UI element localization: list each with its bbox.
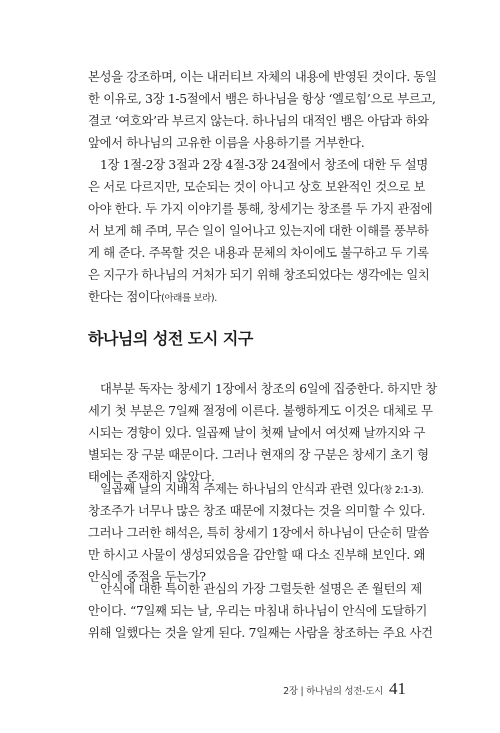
section-heading: 하나님의 성전 도시 지구	[88, 329, 253, 348]
text-line: 안식에 대한 특이한 관심의 가장 그럴듯한 설명은 존 월턴의 제	[100, 582, 422, 596]
text-line: 결코 ‘여호와’라 부르지 않는다. 하나님의 대적인 뱀은 아담과 하와	[88, 114, 429, 128]
text-line: 게 해 준다. 주목할 것은 내용과 문체의 차이에도 불구하고 두 기록	[88, 246, 429, 260]
text-line-main: 일곱째 날의 지배적 주제는 하나님의 안식과 관련 있다	[100, 482, 380, 496]
text-line: 앞에서 하나님의 고유한 이름을 사용하기를 거부한다.	[88, 136, 365, 150]
text-line	[88, 478, 424, 500]
text-line: 한 이유로, 3장 1-5절에서 뱀은 하나님을 항상 ‘엘로힘’으로 부르고,	[88, 92, 436, 106]
text-line: 별되는 장 구분 때문이다. 그러나 현재의 장 구분은 창세기 초기 형	[88, 448, 429, 462]
cross-reference-note: (아래를 보라).	[161, 293, 217, 304]
text-line: 안식에 중점을 두는가?	[88, 570, 206, 584]
text-line: 대부분 독자는 창세기 1장에서 창조의 6일에 집중한다. 하지만 창	[100, 382, 437, 396]
running-footer-chapter: 2장 | 하나님의 성전-도시	[283, 686, 383, 697]
page-number: 41	[389, 679, 406, 698]
text-line: 1장 1절-2장 3절과 2장 4절-3장 24절에서 창조에 대한 두 설명	[100, 158, 428, 172]
text-line: 은 지구가 하나님의 거처가 되기 위해 창조되었다는 생각에는 일치	[88, 268, 430, 282]
scripture-reference: (창 2:1-3).	[380, 485, 424, 496]
text-line: 태에는 존재하지 않았다.	[88, 470, 215, 484]
text-line: 서 보게 해 주며, 무슨 일이 일어나고 있는지에 대한 이해를 풍부하	[88, 224, 429, 238]
text-line: 아야 한다. 두 가지 이야기를 통해, 창세기는 창조를 두 가지 관점에	[88, 202, 433, 216]
text-line: 그러나 그러한 해석은, 특히 창세기 1장에서 하나님이 단순히 말씀	[88, 526, 430, 540]
text-line: 창조주가 너무나 많은 창조 때문에 지쳤다는 것을 의미할 수 있다.	[88, 504, 426, 518]
text-line: 안이다. “7일째 되는 날, 우리는 마침내 하나님이 안식에 도달하기	[88, 604, 428, 618]
text-line: 세기 첫 부분은 7일째 절정에 이른다. 불행하게도 이것은 대체로 무	[88, 404, 433, 418]
text-line-main: 한다는 점이다	[88, 290, 162, 304]
page-footer	[283, 679, 406, 699]
text-line: 만 하시고 사물이 생성되었음을 감안할 때 다소 진부해 보인다. 왜	[88, 548, 426, 562]
text-line	[88, 286, 406, 308]
text-line: 본성을 강조하며, 이는 내러티브 자체의 내용에 반영된 것이다. 동일	[88, 70, 437, 84]
text-line: 위해 일했다는 것을 알게 된다. 7일째는 사람을 창조하는 주요 사건	[88, 626, 433, 640]
text-line: 시되는 경향이 있다. 일곱째 날이 첫째 날에서 여섯째 날까지와 구	[88, 426, 426, 440]
text-line: 은 서로 다르지만, 모순되는 것이 아니고 상호 보완적인 것으로 보	[88, 180, 426, 194]
